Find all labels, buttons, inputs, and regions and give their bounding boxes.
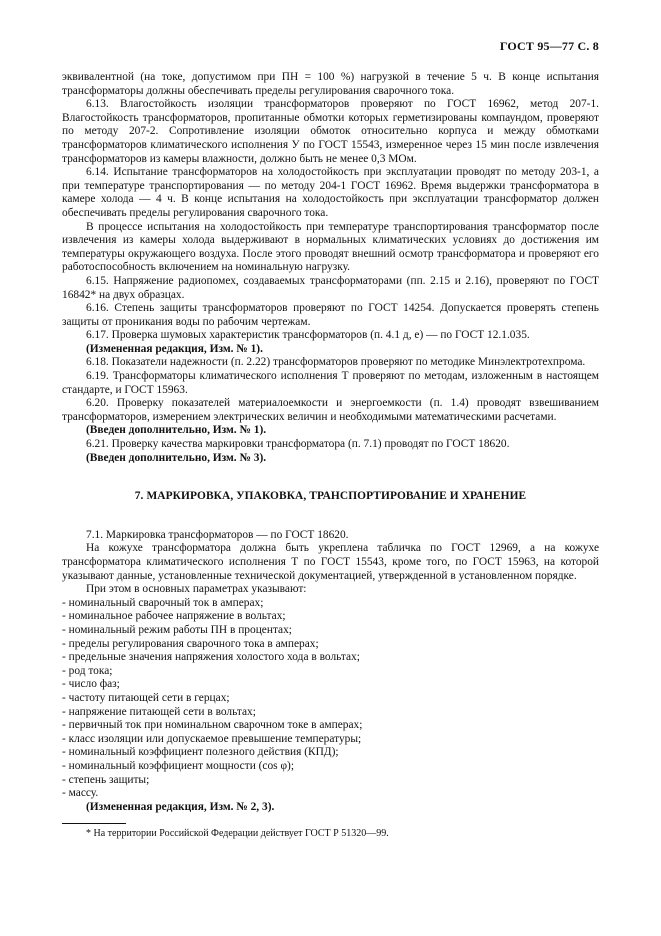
- paragraph: На кожухе трансформатора должна быть укреплена табличка по ГОСТ 12969, а на кожухе трансформатора климатического исполнения Т по ГОСТ 15543, кроме того, по ГОСТ 15963, на которой указывают данные, установленные технической документацией, утвержденной в установленном порядке.: [62, 542, 599, 582]
- list-item: - номинальный коэффициент полезного действия (КПД);: [62, 746, 339, 759]
- list-item: - массу.: [62, 787, 99, 800]
- edition-note: (Введен дополнительно, Изм. № 1).: [86, 424, 267, 437]
- edition-note: (Измененная редакция, Изм. № 1).: [86, 342, 263, 355]
- paragraph: эквивалентной (на токе, допустимом при ПН = 100 %) нагрузкой в течение 5 ч. В конце испытания трансформаторы должны обеспечивать пределы регулирования сварочного тока.: [62, 71, 599, 97]
- paragraph-6-21: 6.21. Проверку качества маркировки трансформатора (п. 7.1) проводят по ГОСТ 18620.: [86, 438, 510, 451]
- paragraph-6-19: 6.19. Трансформаторы климатического исполнения Т проверяют по методам, изложенным в настоящем стандарте, и ГОСТ 15963.: [62, 370, 599, 396]
- section-title: 7. МАРКИРОВКА, УПАКОВКА, ТРАНСПОРТИРОВАНИЕ И ХРАНЕНИЕ: [134, 490, 527, 503]
- paragraph: При этом в основных параметрах указывают:: [86, 583, 307, 596]
- page-content: [62, 71, 599, 840]
- paragraph-6-13: 6.13. Влагостойкость изоляции трансформаторов проверяют по ГОСТ 16962, метод 207-1. Влагостойкость трансформаторов, пропитанные обмотки которых герметизированы компаундом, проверяют по методу 207-2. Сопротивление изоляции обмоток относительно корпуса и между обмотками трансформаторов климатического исполнения У по ГОСТ 15543, измеренное через 15 мин после извлечения трансформаторов из камеры влажности, должно быть не менее 0,3 МОм.: [62, 98, 599, 165]
- paragraph-6-14: 6.14. Испытание трансформаторов на холодостойкость при эксплуатации проводят по методу 203-1, а при температуре транспортирования — по методу 204-1 ГОСТ 16962. Время выдержки трансформатора в камере холода — 4 ч. В конце испытания на холодостойкость при эксплуатации трансформатор должен обеспечивать пределы регулирования сварочного тока.: [62, 166, 599, 219]
- paragraph-6-17: 6.17. Проверка шумовых характеристик трансформаторов (п. 4.1 д, е) — по ГОСТ 12.1.035.: [86, 329, 530, 342]
- list-item: - предельные значения напряжения холостого хода в вольтах;: [62, 651, 360, 664]
- list-item: - номинальный сварочный ток в амперах;: [62, 596, 264, 609]
- list-item: - частоту питающей сети в герцах;: [62, 691, 230, 704]
- paragraph: В процессе испытания на холодостойкость при температуре транспортирования трансформатор после извлечения из камеры холода выдерживают в нормальных климатических условиях до достижения им температуры окружающего воздуха. После этого проводят внешний осмотр трансформатора и проверяют его работоспособность включением на номинальную нагрузку.: [62, 220, 599, 274]
- footnote-divider: [62, 823, 126, 824]
- paragraph-6-16: 6.16. Степень защиты трансформаторов проверяют по ГОСТ 14254. Допускается проверять степень защиты от проникания воды по рабочим чертежам.: [62, 302, 599, 328]
- edition-note: (Измененная редакция, Изм. № 2, 3).: [86, 800, 275, 813]
- edition-note: (Введен дополнительно, Изм. № 3).: [86, 451, 267, 464]
- list-item: - первичный ток при номинальном сварочном токе в амперах;: [62, 719, 363, 732]
- list-item: - пределы регулирования сварочного тока в амперах;: [62, 637, 319, 650]
- paragraph-6-18: 6.18. Показатели надежности (п. 2.22) трансформаторов проверяют по методике Минэлектротехпрома.: [86, 356, 586, 369]
- list-item: - класс изоляции или допускаемое превышение температуры;: [62, 732, 362, 745]
- parameter-list: [62, 597, 599, 801]
- list-item: - номинальный режим работы ПН в процентах;: [62, 623, 292, 636]
- list-item: - напряжение питающей сети в вольтах;: [62, 705, 256, 718]
- list-item: - номинальное рабочее напряжение в вольтах;: [62, 610, 286, 623]
- list-item: - номинальный коэффициент мощности (cos φ);: [62, 759, 294, 772]
- paragraph-7-1: 7.1. Маркировка трансформаторов — по ГОСТ 18620.: [86, 528, 349, 541]
- paragraph-6-20: 6.20. Проверку показателей материалоемкости и энергоемкости (п. 1.4) проводят взвешиванием трансформаторов, измерением электрических величин и необходимыми математическими расчетами.: [62, 397, 599, 423]
- list-item: - род тока;: [62, 664, 113, 677]
- list-item: - степень защиты;: [62, 773, 150, 786]
- page-header: ГОСТ 95—77 С. 8: [499, 39, 599, 53]
- footnote: * На территории Российской Федерации действует ГОСТ Р 51320—99.: [86, 828, 389, 840]
- list-item: - число фаз;: [62, 678, 120, 691]
- paragraph-6-15: 6.15. Напряжение радиопомех, создаваемых трансформаторами (пп. 2.15 и 2.16), проверяют по ГОСТ 16842* на двух образцах.: [62, 274, 599, 301]
